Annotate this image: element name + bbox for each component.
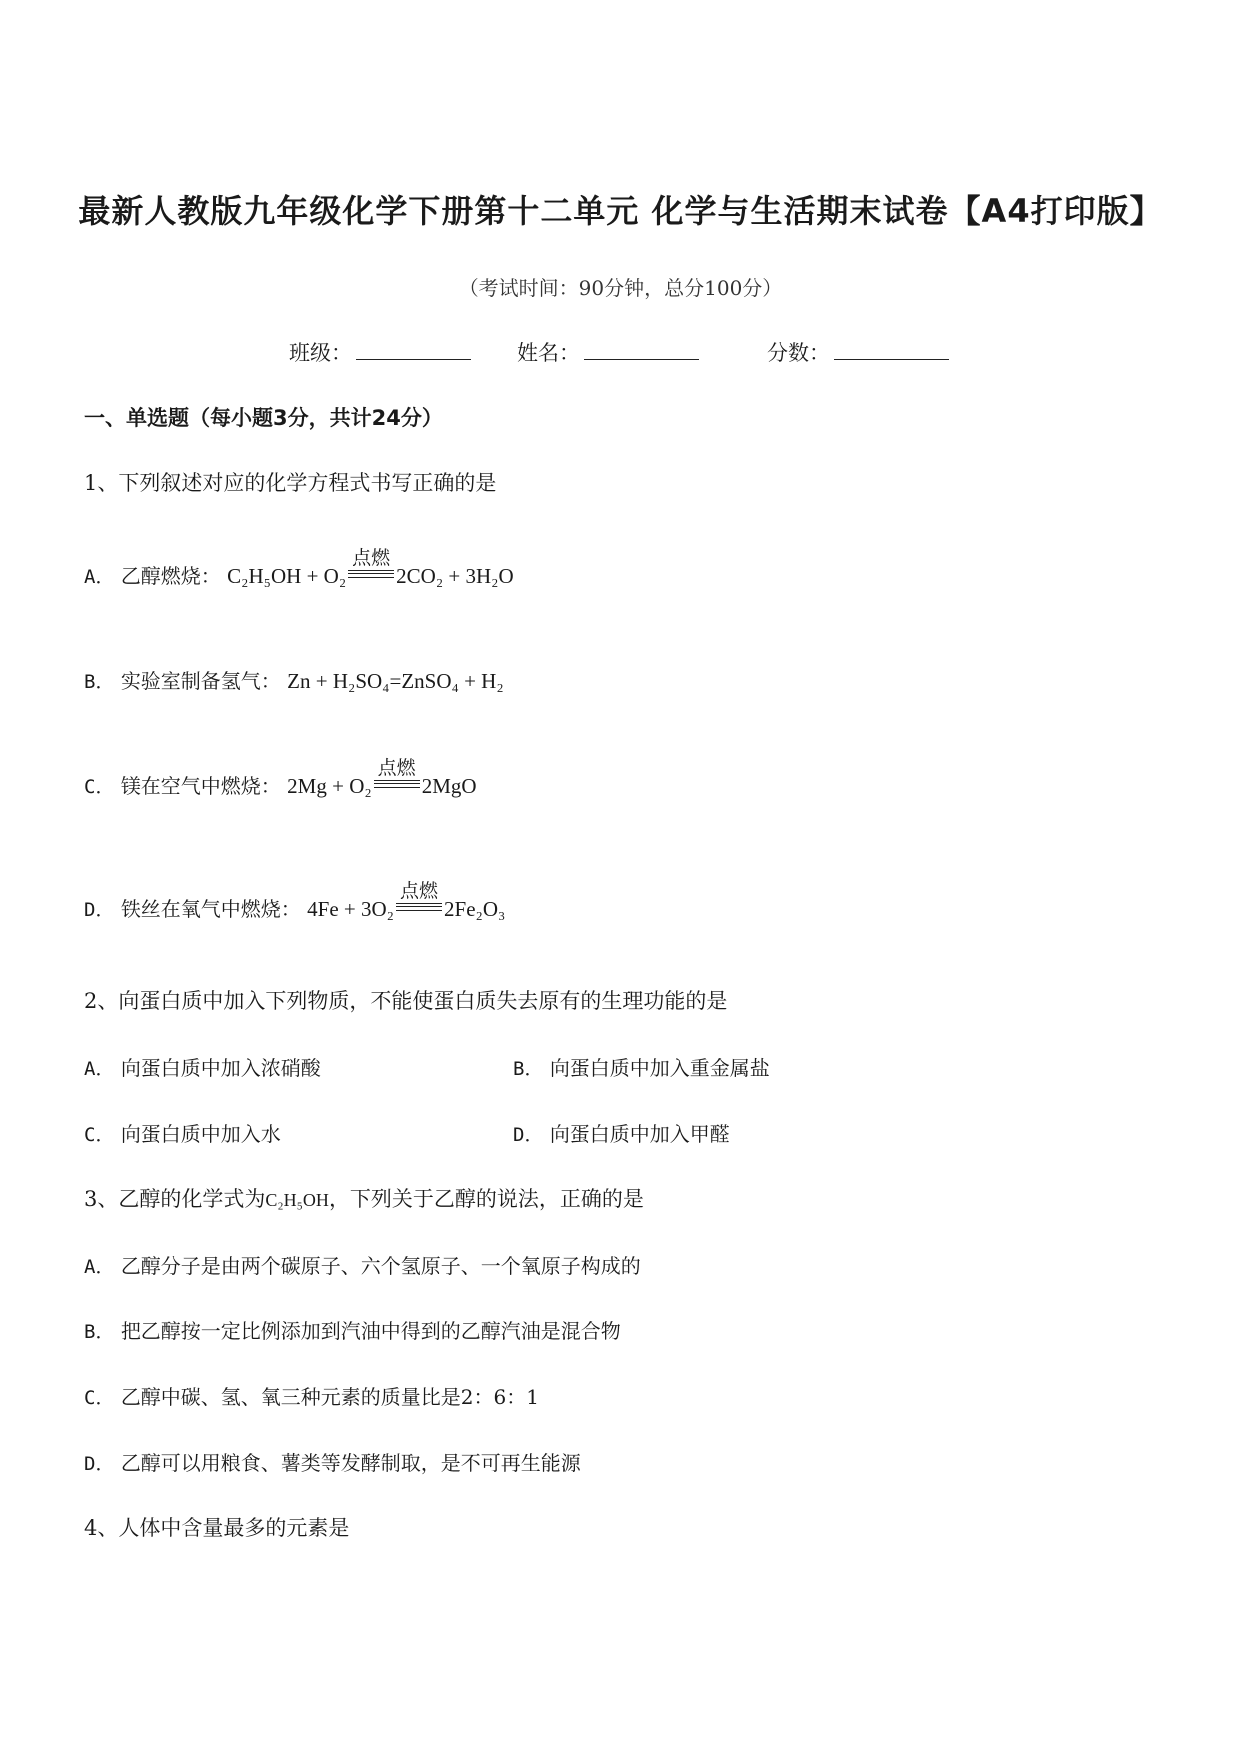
condition-text: 点燃 <box>352 547 391 569</box>
q1-option-b[interactable] <box>84 665 504 694</box>
option-text: 铁丝在氧气中燃烧： <box>120 897 301 921</box>
q2-option-d[interactable] <box>513 1118 730 1147</box>
condition-text: 点燃 <box>400 880 439 902</box>
option-label: A． <box>84 1256 115 1278</box>
question-4-stem: 4、人体中含量最多的元素是 <box>84 1516 350 1540</box>
equation-lhs: C₂H₅OH + O₂ <box>227 564 347 588</box>
option-text: 向蛋白质中加入甲醛 <box>549 1122 730 1146</box>
option-label: D． <box>84 899 115 921</box>
score-blank[interactable] <box>834 341 949 360</box>
option-text: 把乙醇按一定比例添加到汽油中得到的乙醇汽油是混合物 <box>120 1319 621 1343</box>
option-label: C． <box>84 1124 115 1146</box>
option-text: 乙醇燃烧： <box>120 564 221 588</box>
option-label: A． <box>84 1058 115 1080</box>
reaction-condition <box>374 757 420 798</box>
q3-option-d[interactable] <box>84 1447 581 1476</box>
option-label: D． <box>513 1124 544 1146</box>
equation-rhs: 2CO₂ + 3H₂O <box>396 564 514 588</box>
q1-option-a[interactable] <box>84 547 514 589</box>
condition-text: 点燃 <box>377 757 416 779</box>
q1-option-c[interactable] <box>84 757 477 799</box>
q1-option-d[interactable] <box>84 880 506 922</box>
name-field <box>517 337 699 367</box>
option-text: 向蛋白质中加入水 <box>120 1122 281 1146</box>
option-text: 向蛋白质中加入浓硝酸 <box>120 1056 321 1080</box>
q2-option-b[interactable] <box>513 1052 770 1081</box>
question-2-stem: 2、向蛋白质中加入下列物质，不能使蛋白质失去原有的生理功能的是 <box>84 989 728 1013</box>
option-label: C． <box>84 776 115 798</box>
q2-option-a[interactable] <box>84 1052 321 1081</box>
option-text: 乙醇可以用粮食、薯类等发酵制取，是不可再生能源 <box>120 1451 581 1475</box>
equals-sign <box>374 780 420 788</box>
reaction-condition <box>348 547 394 588</box>
option-label: C． <box>84 1387 115 1409</box>
name-blank[interactable] <box>584 341 699 360</box>
question-3-stem <box>84 1183 644 1213</box>
q3-option-c[interactable] <box>84 1381 539 1410</box>
equation-lhs: 2Mg + O₂ <box>287 774 372 798</box>
section-heading: 一、单选题（每小题3分，共计24分） <box>84 406 443 430</box>
option-text: 向蛋白质中加入重金属盐 <box>549 1056 770 1080</box>
option-label: B． <box>513 1058 544 1080</box>
stem-text-pre: 3、乙醇的化学式为 <box>84 1187 266 1211</box>
equals-sign <box>348 570 394 578</box>
option-text: 实验室制备氢气： <box>120 669 281 693</box>
option-text: 乙醇中碳、氢、氧三种元素的质量比是2：6：1 <box>120 1385 539 1409</box>
option-label: D． <box>84 1453 115 1475</box>
class-blank[interactable] <box>356 341 471 360</box>
equals-sign <box>396 903 442 911</box>
equation: Zn + H₂SO₄=ZnSO₄ + H₂ <box>287 669 504 693</box>
question-1-stem: 1、下列叙述对应的化学方程式书写正确的是 <box>84 471 497 495</box>
equation-rhs: 2Fe₂O₃ <box>444 897 506 921</box>
equation-lhs: 4Fe + 3O₂ <box>307 897 395 921</box>
q3-option-a[interactable] <box>84 1250 641 1279</box>
score-label: 分数： <box>767 341 830 365</box>
q3-option-b[interactable] <box>84 1315 621 1344</box>
option-text: 乙醇分子是由两个碳原子、六个氢原子、一个氧原子构成的 <box>120 1254 641 1278</box>
ethanol-formula: C₂H₅OH <box>265 1190 329 1210</box>
name-label: 姓名： <box>517 341 580 365</box>
equation-rhs: 2MgO <box>421 774 477 798</box>
class-label: 班级： <box>289 341 352 365</box>
reaction-condition <box>396 880 442 921</box>
score-field <box>767 337 949 367</box>
stem-text-post: ，下列关于乙醇的说法，正确的是 <box>328 1187 644 1211</box>
q2-option-c[interactable] <box>84 1118 281 1147</box>
option-label: B． <box>84 1321 115 1343</box>
exam-subtitle: （考试时间：90分钟，总分100分） <box>458 276 783 300</box>
class-field <box>289 337 471 367</box>
option-text: 镁在空气中燃烧： <box>120 774 281 798</box>
exam-title: 最新人教版九年级化学下册第十二单元 化学与生活期末试卷【A4打印版】 <box>78 192 1163 230</box>
option-label: B． <box>84 671 115 693</box>
option-label: A． <box>84 566 115 588</box>
